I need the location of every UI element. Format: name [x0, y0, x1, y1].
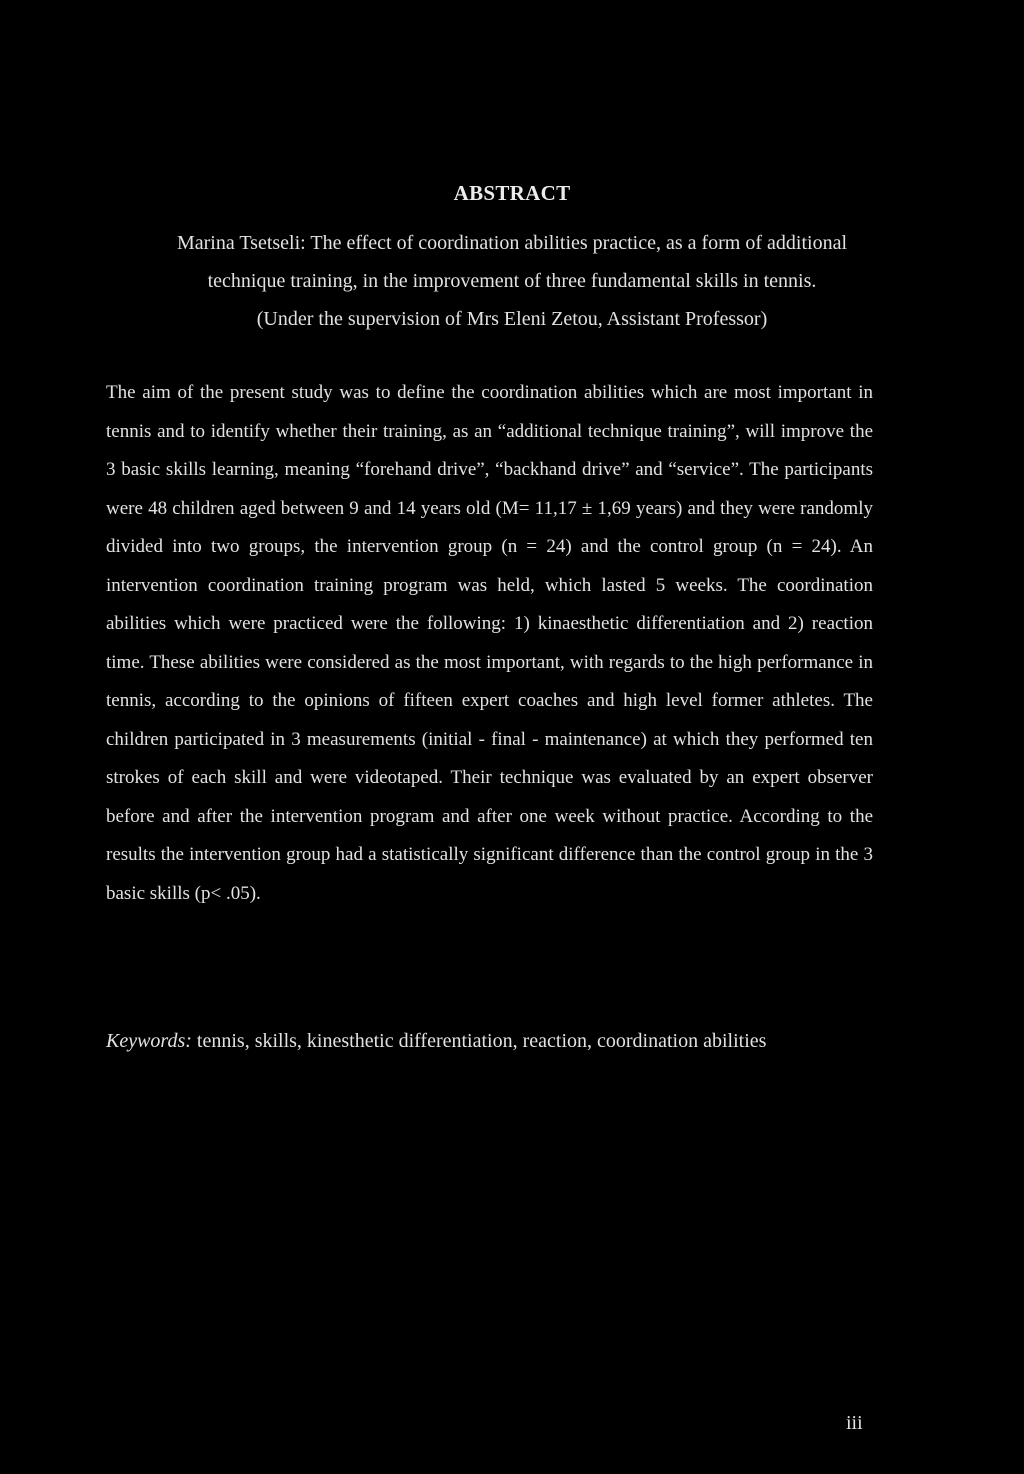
abstract-paragraph: The aim of the present study was to define the coordination abilities which are most important in tennis and to identify whether their training, as an “additional technique training”, will improve the 3 basic skills learning, meaning “forehand drive”, “backhand drive” and “service”. The participants were 48 children aged between 9 and 14 years old (M= 11,17 ± 1,69 years) and they were randomly divided into two groups, the intervention group (n = 24) and the control group (n = 24). An intervention coordination training program was held, which lasted 5 weeks. The coordination abilities which were practiced were the following: 1) kinaesthetic differentiation and 2) reaction time. These abilities were considered as the most important, with regards to the high performance in tennis, according to the opinions of fifteen expert coaches and high level former athletes. The children participated in 3 measurements (initial - final - maintenance) at which they performed ten strokes of each skill and were videotaped. Their technique was evaluated by an expert observer before and after the intervention program and after one week without practice. According to the results the intervention group had a statistically significant difference than the control group in the 3 basic skills (p< .05). — [106, 382, 873, 904]
thesis-title-line-2: technique training, in the improvement of three fundamental skills in tennis. — [207, 270, 817, 292]
thesis-title-block — [100, 224, 924, 338]
keywords-label: Keywords: — [106, 1030, 192, 1052]
keywords-list: tennis, skills, kinesthetic differentiation, reaction, coordination abilities — [191, 1030, 767, 1052]
thesis-title-line-1: Marina Tsetseli: The effect of coordination abilities practice, as a form of additional — [176, 232, 848, 254]
page-number: iii — [846, 1412, 863, 1434]
supervision-note: (Under the supervision of Mrs Eleni Zetou, Assistant Professor) — [256, 308, 768, 330]
keywords-line — [106, 1030, 906, 1053]
abstract-heading: ABSTRACT — [453, 181, 571, 205]
